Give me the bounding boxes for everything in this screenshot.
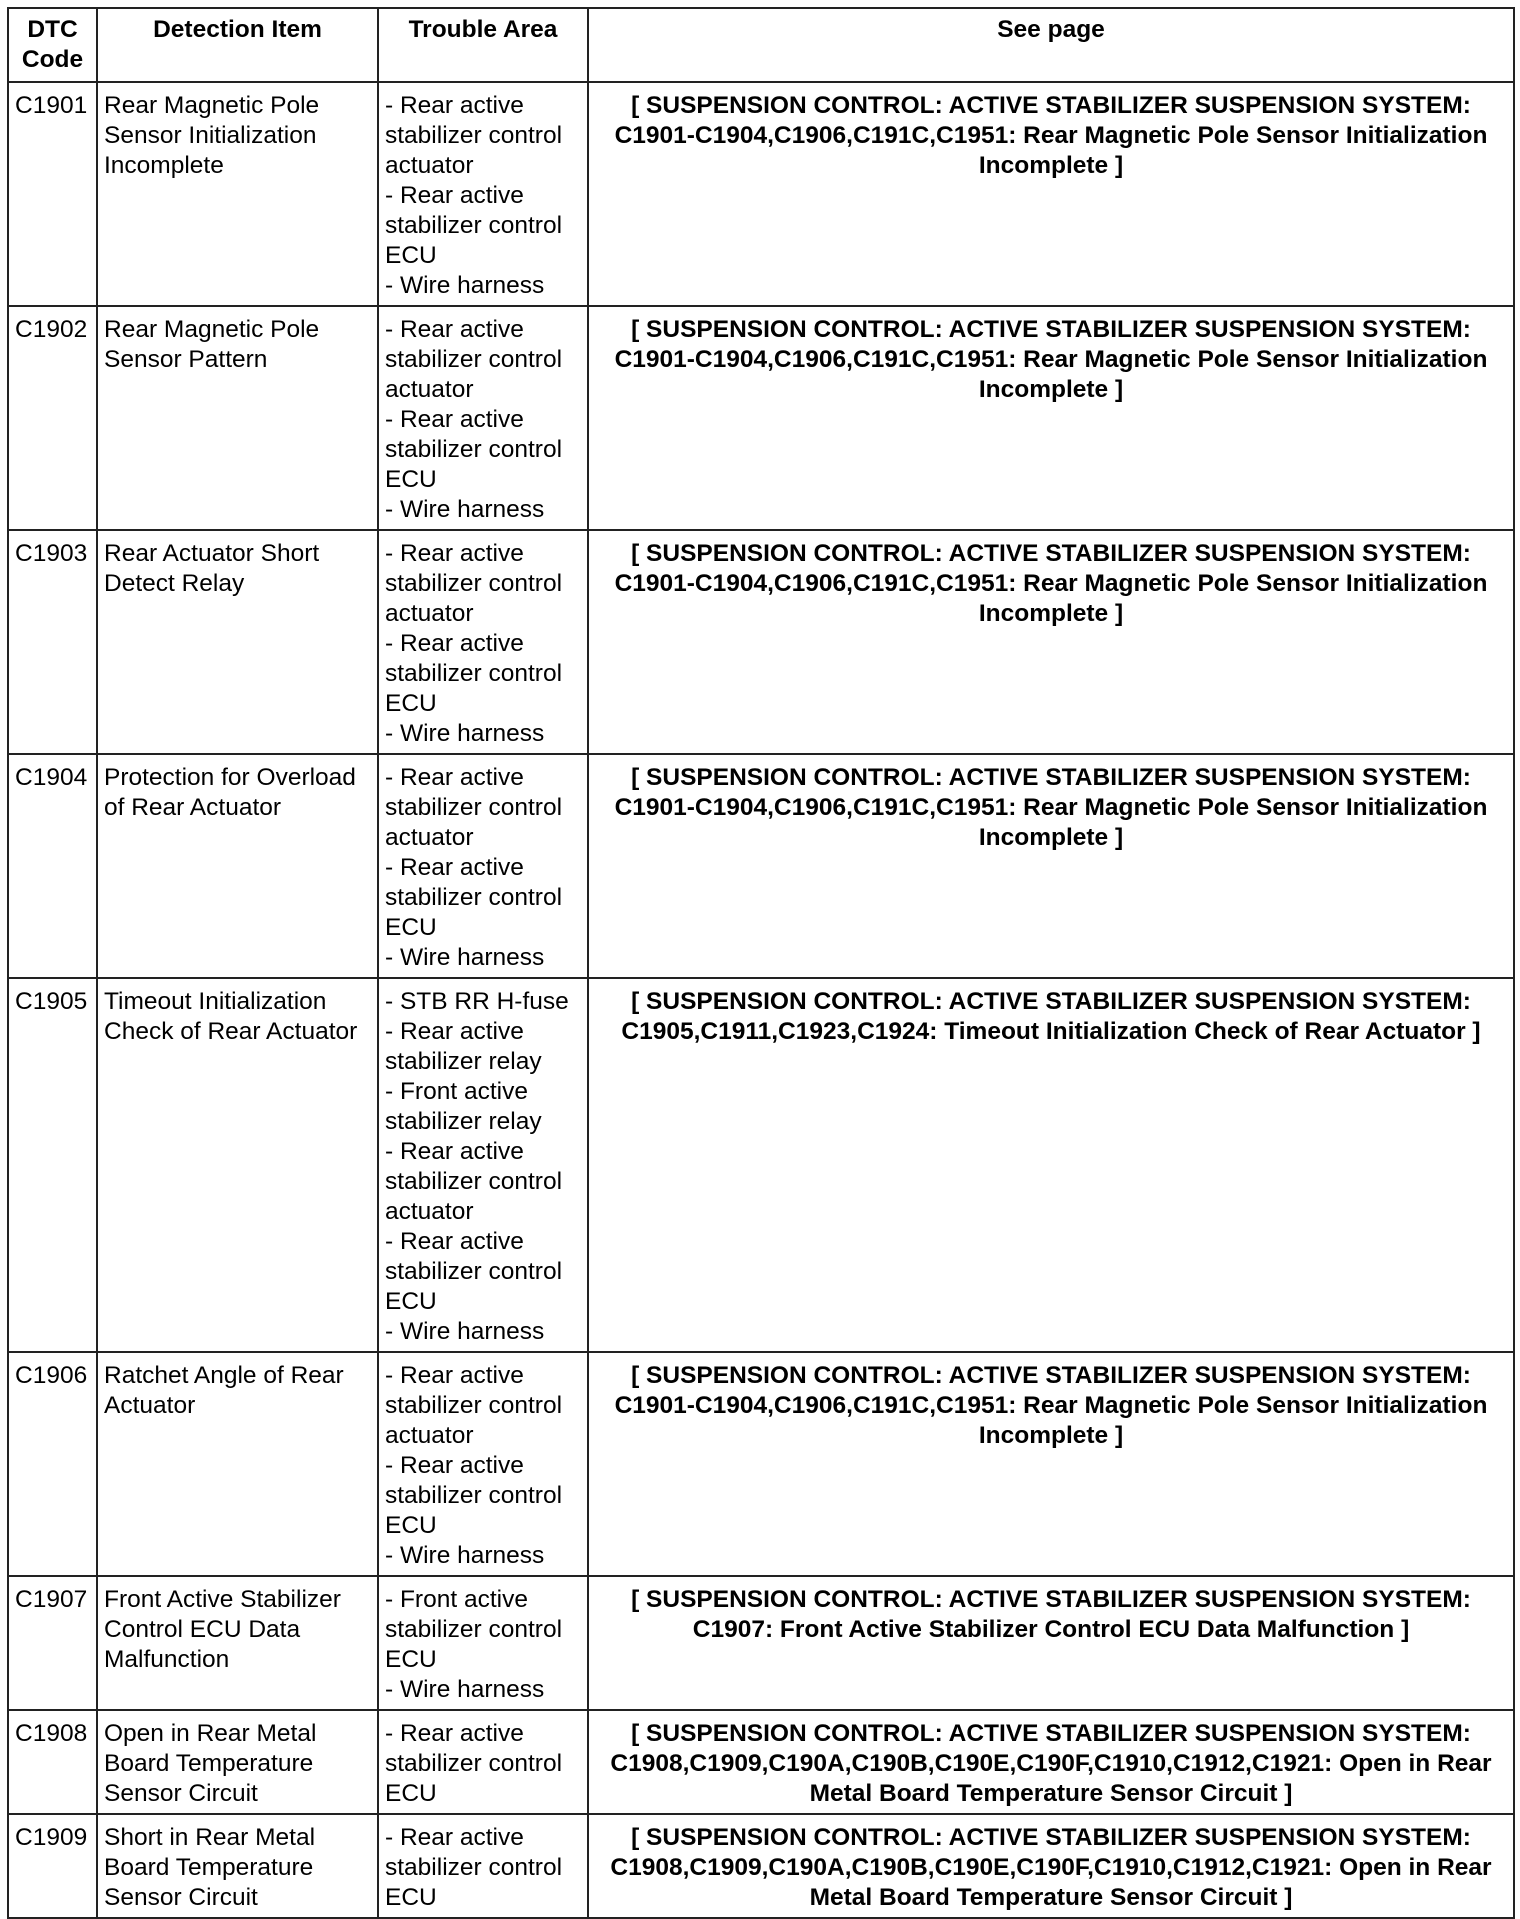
trouble-area-entry: - Rear active stabilizer control ECU [385,406,563,493]
trouble-area-entry: - Rear active stabilizer control ECU [385,1720,563,1807]
header-detection-item: Detection Item [97,8,378,82]
trouble-area-entry: - Wire harness [385,272,545,299]
see-page-link[interactable]: [ SUSPENSION CONTROL: ACTIVE STABILIZER SUSPENSION SYSTEM: C1908,C1909,C190A,C190B,C190E,C190F,C1910,C1912,C1921: Open in Rear Metal Board Temperature Sensor Circuit ] [588,1710,1514,1814]
trouble-area-entry: - Rear active stabilizer control actuator [385,764,563,851]
dtc-code-cell: C1905 [8,978,97,1352]
dtc-code-cell: C1901 [8,82,97,306]
header-row [8,8,1514,82]
see-page-link[interactable]: [ SUSPENSION CONTROL: ACTIVE STABILIZER SUSPENSION SYSTEM: C1901-C1904,C1906,C191C,C1951: Rear Magnetic Pole Sensor Initialization Incomplete ] [588,82,1514,306]
dtc-code-cell: C1902 [8,306,97,530]
see-page-link[interactable]: [ SUSPENSION CONTROL: ACTIVE STABILIZER SUSPENSION SYSTEM: C1905,C1911,C1923,C1924: Timeout Initialization Check of Rear Actuator ] [588,978,1514,1352]
trouble-area-entry: - Rear active stabilizer control ECU [385,1228,563,1315]
dtc-code-cell: C1907 [8,1576,97,1710]
trouble-area-cell [378,306,588,530]
trouble-area-entry: - Wire harness [385,1676,545,1703]
see-page-link[interactable]: [ SUSPENSION CONTROL: ACTIVE STABILIZER SUSPENSION SYSTEM: C1901-C1904,C1906,C191C,C1951: Rear Magnetic Pole Sensor Initialization Incomplete ] [588,306,1514,530]
trouble-area-entry: - Rear active stabilizer control ECU [385,1452,563,1539]
detection-item-cell: Ratchet Angle of Rear Actuator [97,1352,378,1576]
trouble-area-entry: - Wire harness [385,720,545,747]
table-row [8,82,1514,306]
dtc-code-cell: C1906 [8,1352,97,1576]
trouble-area-cell [378,1352,588,1576]
trouble-area-entry: - Rear active stabilizer control actuator [385,1362,563,1449]
trouble-area-cell [378,754,588,978]
trouble-area-cell [378,530,588,754]
dtc-table [7,7,1515,1919]
detection-item-cell: Open in Rear Metal Board Temperature Sensor Circuit [97,1710,378,1814]
trouble-area-entry: - Wire harness [385,944,545,971]
table-body [8,82,1514,1918]
see-page-link[interactable]: [ SUSPENSION CONTROL: ACTIVE STABILIZER SUSPENSION SYSTEM: C1901-C1904,C1906,C191C,C1951: Rear Magnetic Pole Sensor Initialization Incomplete ] [588,530,1514,754]
dtc-code-cell: C1909 [8,1814,97,1918]
see-page-link[interactable]: [ SUSPENSION CONTROL: ACTIVE STABILIZER SUSPENSION SYSTEM: C1901-C1904,C1906,C191C,C1951: Rear Magnetic Pole Sensor Initialization Incomplete ] [588,1352,1514,1576]
trouble-area-entry: - STB RR H-fuse [385,988,569,1015]
trouble-area-entry: - Rear active stabilizer control actuator [385,92,563,179]
trouble-area-entry: - Wire harness [385,496,545,523]
table-row [8,530,1514,754]
trouble-area-entry: - Rear active stabilizer control actuator [385,540,563,627]
see-page-link[interactable]: [ SUSPENSION CONTROL: ACTIVE STABILIZER SUSPENSION SYSTEM: C1907: Front Active Stabilizer Control ECU Data Malfunction ] [588,1576,1514,1710]
trouble-area-entry: - Rear active stabilizer control ECU [385,1824,563,1911]
detection-item-cell: Timeout Initialization Check of Rear Actuator [97,978,378,1352]
detection-item-cell: Short in Rear Metal Board Temperature Sensor Circuit [97,1814,378,1918]
detection-item-cell: Protection for Overload of Rear Actuator [97,754,378,978]
table-row [8,1576,1514,1710]
trouble-area-entry: - Rear active stabilizer control ECU [385,854,563,941]
trouble-area-cell [378,82,588,306]
table-header [8,8,1514,82]
table-row [8,978,1514,1352]
see-page-link[interactable]: [ SUSPENSION CONTROL: ACTIVE STABILIZER SUSPENSION SYSTEM: C1908,C1909,C190A,C190B,C190E,C190F,C1910,C1912,C1921: Open in Rear Metal Board Temperature Sensor Circuit ] [588,1814,1514,1918]
detection-item-cell: Front Active Stabilizer Control ECU Data Malfunction [97,1576,378,1710]
trouble-area-cell [378,1576,588,1710]
trouble-area-entry: - Wire harness [385,1542,545,1569]
table-row [8,1814,1514,1918]
table-row [8,1352,1514,1576]
table-row [8,306,1514,530]
trouble-area-cell [378,978,588,1352]
trouble-area-cell [378,1710,588,1814]
table-row [8,754,1514,978]
dtc-code-cell: C1903 [8,530,97,754]
dtc-code-cell: C1904 [8,754,97,978]
dtc-code-cell: C1908 [8,1710,97,1814]
detection-item-cell: Rear Magnetic Pole Sensor Initialization Incomplete [97,82,378,306]
trouble-area-entry: - Rear active stabilizer control ECU [385,182,563,269]
header-see-page: See page [588,8,1514,82]
trouble-area-entry: - Rear active stabilizer relay [385,1018,542,1075]
trouble-area-entry: - Wire harness [385,1318,545,1345]
trouble-area-cell [378,1814,588,1918]
trouble-area-entry: - Rear active stabilizer control actuator [385,316,563,403]
header-trouble-area: Trouble Area [378,8,588,82]
detection-item-cell: Rear Actuator Short Detect Relay [97,530,378,754]
table-row [8,1710,1514,1814]
trouble-area-entry: - Front active stabilizer relay [385,1078,542,1135]
trouble-area-entry: - Rear active stabilizer control ECU [385,630,563,717]
see-page-link[interactable]: [ SUSPENSION CONTROL: ACTIVE STABILIZER SUSPENSION SYSTEM: C1901-C1904,C1906,C191C,C1951: Rear Magnetic Pole Sensor Initialization Incomplete ] [588,754,1514,978]
trouble-area-entry: - Rear active stabilizer control actuator [385,1138,563,1225]
detection-item-cell: Rear Magnetic Pole Sensor Pattern [97,306,378,530]
header-dtc-code: DTC Code [8,8,97,82]
trouble-area-entry: - Front active stabilizer control ECU [385,1586,563,1673]
